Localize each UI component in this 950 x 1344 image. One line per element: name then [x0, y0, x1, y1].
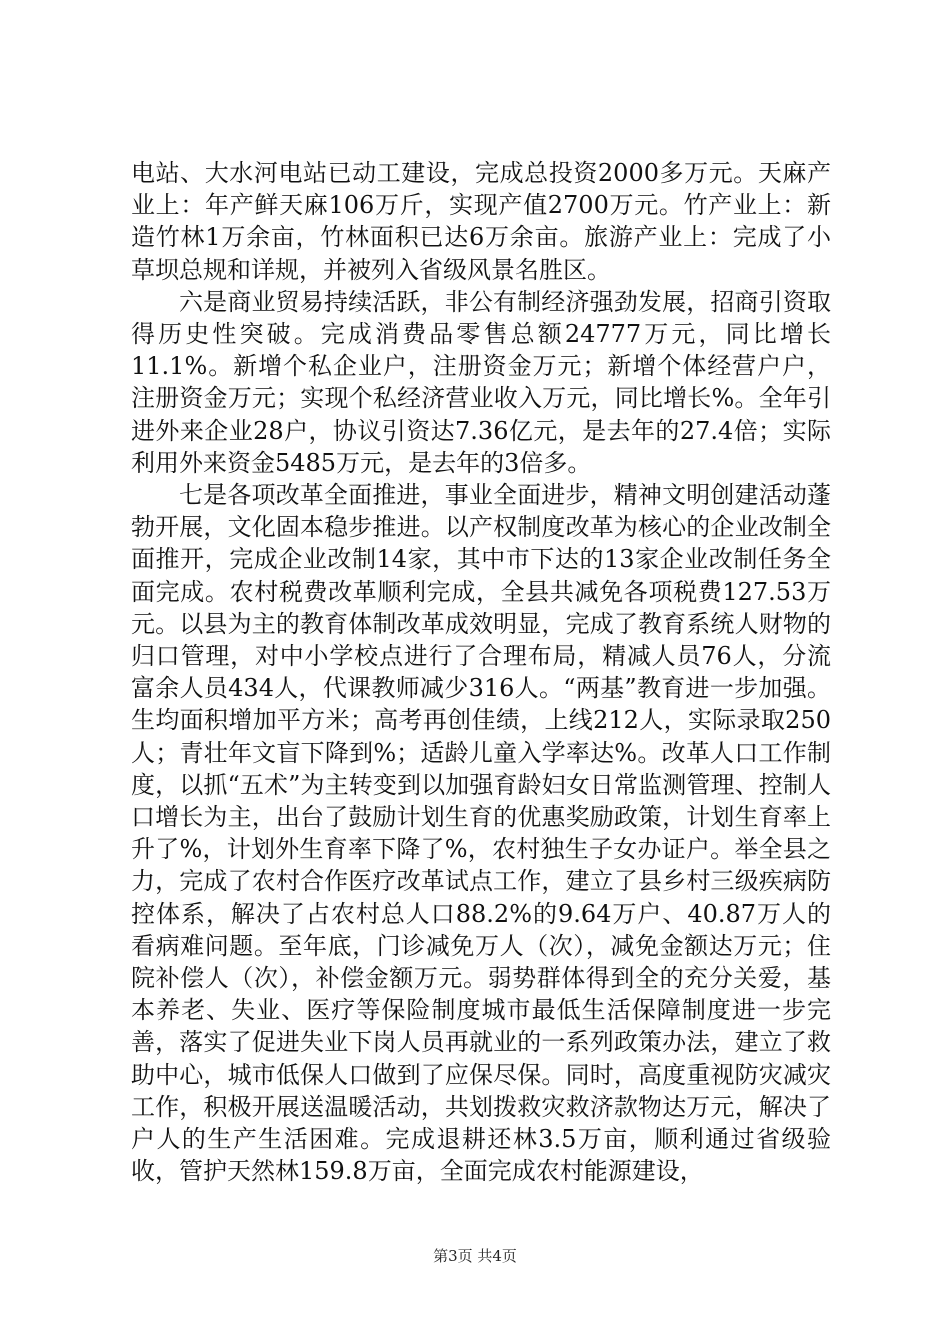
paragraph-reform: 七是各项改革全面推进，事业全面进步，精神文明创建活动蓬勃开展，文化固本稳步推进。以产权制度改革为核心的企业改制全面推开，完成企业改制14家，其中市下达的13家企业改制任务全面完成。农村税费改革顺利完成，全县共减免各项税费127.53万元。以县为主的教育体制改革成效明显，完成了教育系统人财物的归口管理，对中小学校点进行了合理布局，精减人员76人，分流富余人员434人，代课教师减少316人。“两基”教育进一步加强。生均面积增加平方米；高考再创佳绩，上线212人，实际录取250人；青壮年文盲下降到%；适龄儿童入学率达%。改革人口工作制度，以抓“五术”为主转变到以加强育龄妇女日常监测管理、控制人口增长为主，出台了鼓励计划生育的优惠奖励政策，计划生育率上升了%，计划外生育率下降了%，农村独生子女办证户。举全县之力，完成了农村合作医疗改革试点工作，建立了县乡村三级疾病防控体系，解决了占农村总人口88.2%的9.64万户、40.87万人的看病难问题。至年底，门诊减免万人（次），减免金额达万元；住院补偿人（次），补偿金额万元。弱势群体得到全的充分关爱，基本养老、失业、医疗等保险制度城市最低生活保障制度进一步完善，落实了促进失业下岗人员再就业的一系列政策办法，建立了救助中心，城市低保人口做到了应保尽保。同时，高度重视防灾减灾工作，积极开展送温暖活动，共划拨救灾救济款物达万元，解决了户人的生产生活困难。完成退耕还林3.5万亩，顺利通过省级验收，管护天然林159.8万亩，全面完成农村能源建设，: [131, 481, 831, 1186]
document-body: [131, 157, 831, 1188]
paragraph-commerce: 六是商业贸易持续活跃，非公有制经济强劲发展，招商引资取得历史性突破。完成消费品零售总额24777万元，同比增长11.1%。新增个私企业户，注册资金万元；新增个体经营户户，注册资金万元；实现个私经济营业收入万元，同比增长%。全年引进外来企业28户，协议引资达7.36亿元，是去年的27.4倍；实际利用外来资金5485万元，是去年的3倍多。: [131, 287, 831, 477]
page-footer: 第3页 共4页: [433, 1247, 517, 1265]
paragraph-continuation: 电站、大水河电站已动工建设，完成总投资2000多万元。天麻产业上：年产鲜天麻106万斤，实现产值2700万元。竹产业上：新造竹林1万余亩，竹林面积已达6万余亩。旅游产业上：完成了小草坝总规和详规，并被列入省级风景名胜区。: [131, 159, 831, 284]
